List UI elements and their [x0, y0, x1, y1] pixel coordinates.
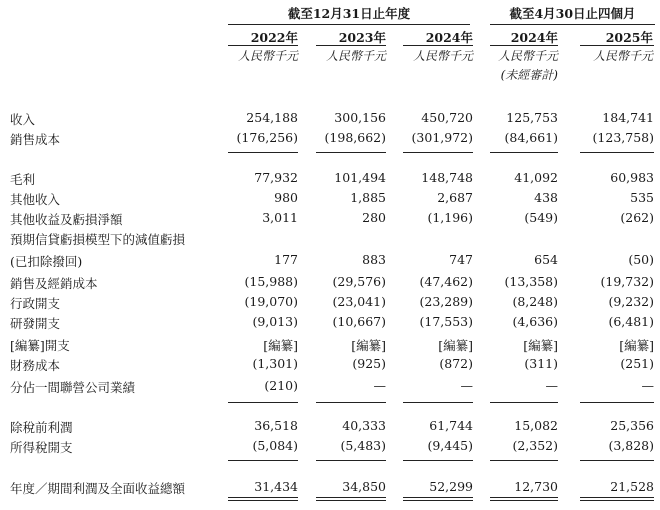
row-label: 年度／期間利潤及全面收益總額	[10, 481, 186, 496]
row-value: (15,988)	[244, 274, 298, 289]
row-value: (8,248)	[512, 294, 558, 309]
row-value: 300,156	[334, 110, 386, 125]
row-value: (17,553)	[419, 314, 473, 329]
row-label: [編纂]開支	[10, 338, 70, 353]
row-value: —	[545, 378, 558, 393]
row-value: (13,358)	[504, 274, 558, 289]
header-rule-four-months	[490, 24, 655, 25]
row-label: 預期信貸虧損模型下的減值虧損	[10, 232, 186, 247]
row-value: [編纂]	[523, 338, 558, 353]
subtotal-rule	[490, 460, 558, 461]
row-label: 其他收入	[10, 192, 61, 207]
row-value: 254,188	[246, 110, 298, 125]
row-value: 280	[362, 210, 386, 225]
total-double-rule	[228, 497, 298, 498]
row-value: 980	[274, 190, 298, 205]
row-value: (19,070)	[244, 294, 298, 309]
row-value: (1,196)	[427, 210, 473, 225]
row-label: 研發開支	[10, 316, 61, 331]
row-value: 36,518	[254, 418, 298, 433]
header-group-four-months: 截至4月30日止四個月	[509, 6, 636, 21]
subtotal-rule	[403, 402, 473, 403]
row-value: 21,528	[610, 479, 654, 494]
year-rule-2024-4m	[490, 45, 558, 46]
row-value: [編纂]	[619, 338, 654, 353]
subtotal-rule	[403, 460, 473, 461]
total-double-rule	[580, 497, 654, 498]
row-value: (9,232)	[608, 294, 654, 309]
row-value: —	[373, 378, 386, 393]
total-double-rule	[316, 497, 386, 498]
row-label: 分佔一間聯營公司業績	[10, 380, 136, 395]
row-value: (47,462)	[419, 274, 473, 289]
row-value: (1,301)	[252, 356, 298, 371]
row-value: (19,732)	[600, 274, 654, 289]
row-value: 883	[362, 252, 386, 267]
row-value: 25,356	[610, 418, 654, 433]
subtotal-rule	[580, 402, 654, 403]
unit-2023: 人民幣千元	[325, 49, 386, 63]
unit-2022: 人民幣千元	[237, 49, 298, 63]
subtotal-rule	[490, 152, 558, 153]
subtotal-rule	[228, 460, 298, 461]
row-value: 148,748	[421, 170, 473, 185]
year-rule-2022	[228, 45, 298, 46]
row-value: (84,661)	[504, 130, 558, 145]
row-label: 毛利	[10, 172, 36, 187]
total-double-rule	[403, 497, 473, 498]
row-value: (301,972)	[411, 130, 473, 145]
row-value: (210)	[264, 378, 298, 393]
row-value: (50)	[628, 252, 654, 267]
row-value: (5,483)	[340, 438, 386, 453]
subtotal-rule	[228, 152, 298, 153]
subtotal-rule	[316, 460, 386, 461]
unit-2025-4m: 人民幣千元	[592, 49, 653, 63]
subtotal-rule	[580, 460, 654, 461]
total-double-rule	[580, 500, 654, 501]
unaudited-note: (未經審計)	[500, 68, 558, 82]
row-value: 450,720	[421, 110, 473, 125]
row-value: (925)	[352, 356, 386, 371]
row-value: (3,828)	[608, 438, 654, 453]
row-value: 177	[274, 252, 298, 267]
row-value: —	[460, 378, 473, 393]
row-value: 60,983	[610, 170, 654, 185]
total-double-rule	[490, 500, 558, 501]
row-value: (9,445)	[427, 438, 473, 453]
row-value: —	[641, 378, 654, 393]
year-2025-4m: 2025年	[605, 30, 653, 45]
year-rule-2023	[316, 45, 386, 46]
row-value: 15,082	[514, 418, 558, 433]
row-value: (9,013)	[252, 314, 298, 329]
row-value: 31,434	[254, 479, 298, 494]
row-value: 101,494	[334, 170, 386, 185]
year-2024: 2024年	[425, 30, 473, 45]
unit-2024-4m: 人民幣千元	[497, 49, 558, 63]
row-value: 52,299	[429, 479, 473, 494]
row-value: (23,041)	[332, 294, 386, 309]
row-value: (10,667)	[332, 314, 386, 329]
row-label: 銷售及經銷成本	[10, 276, 98, 291]
header-group-annual: 截至12月31日止年度	[287, 6, 411, 21]
row-value: 438	[534, 190, 558, 205]
row-value: (5,084)	[252, 438, 298, 453]
total-double-rule	[316, 500, 386, 501]
row-value: [編纂]	[263, 338, 298, 353]
total-double-rule	[228, 500, 298, 501]
subtotal-rule	[316, 402, 386, 403]
row-value: 3,011	[262, 210, 298, 225]
row-value: 2,687	[437, 190, 473, 205]
row-value: 77,932	[254, 170, 298, 185]
row-value: (872)	[439, 356, 473, 371]
row-value: [編纂]	[438, 338, 473, 353]
row-label: 收入	[10, 112, 36, 127]
row-value: 40,333	[342, 418, 386, 433]
unit-2024: 人民幣千元	[412, 49, 473, 63]
row-value: 747	[449, 252, 473, 267]
row-label: 財務成本	[10, 358, 61, 373]
row-value: (4,636)	[512, 314, 558, 329]
row-value: (6,481)	[608, 314, 654, 329]
row-value: (198,662)	[324, 130, 386, 145]
row-label: 行政開支	[10, 296, 61, 311]
subtotal-rule	[228, 402, 298, 403]
row-value: (311)	[524, 356, 558, 371]
row-label: 除稅前利潤	[10, 420, 73, 435]
row-value: 1,885	[350, 190, 386, 205]
subtotal-rule	[490, 402, 558, 403]
year-2023: 2023年	[338, 30, 386, 45]
row-value: (29,576)	[332, 274, 386, 289]
row-label: 銷售成本	[10, 132, 61, 147]
row-value: 184,741	[602, 110, 654, 125]
subtotal-rule	[580, 152, 654, 153]
year-2024-4m: 2024年	[510, 30, 558, 45]
row-value: (123,758)	[592, 130, 654, 145]
row-label: 所得稅開支	[10, 440, 73, 455]
row-label: (已扣除撥回)	[10, 254, 83, 269]
total-double-rule	[403, 500, 473, 501]
row-value: 535	[630, 190, 654, 205]
row-value: (176,256)	[236, 130, 298, 145]
row-label: 其他收益及虧損淨額	[10, 212, 123, 227]
row-value: 41,092	[514, 170, 558, 185]
row-value: 61,744	[429, 418, 473, 433]
row-value: 654	[534, 252, 558, 267]
header-rule-annual	[228, 24, 470, 25]
year-rule-2025-4m	[580, 45, 654, 46]
row-value: (2,352)	[512, 438, 558, 453]
row-value: 125,753	[506, 110, 558, 125]
row-value: (251)	[620, 356, 654, 371]
row-value: 12,730	[514, 479, 558, 494]
subtotal-rule	[403, 152, 473, 153]
row-value: [編纂]	[351, 338, 386, 353]
year-2022: 2022年	[250, 30, 298, 45]
year-rule-2024	[403, 45, 473, 46]
subtotal-rule	[316, 152, 386, 153]
row-value: 34,850	[342, 479, 386, 494]
total-double-rule	[490, 497, 558, 498]
row-value: (23,289)	[419, 294, 473, 309]
row-value: (262)	[620, 210, 654, 225]
row-value: (549)	[524, 210, 558, 225]
